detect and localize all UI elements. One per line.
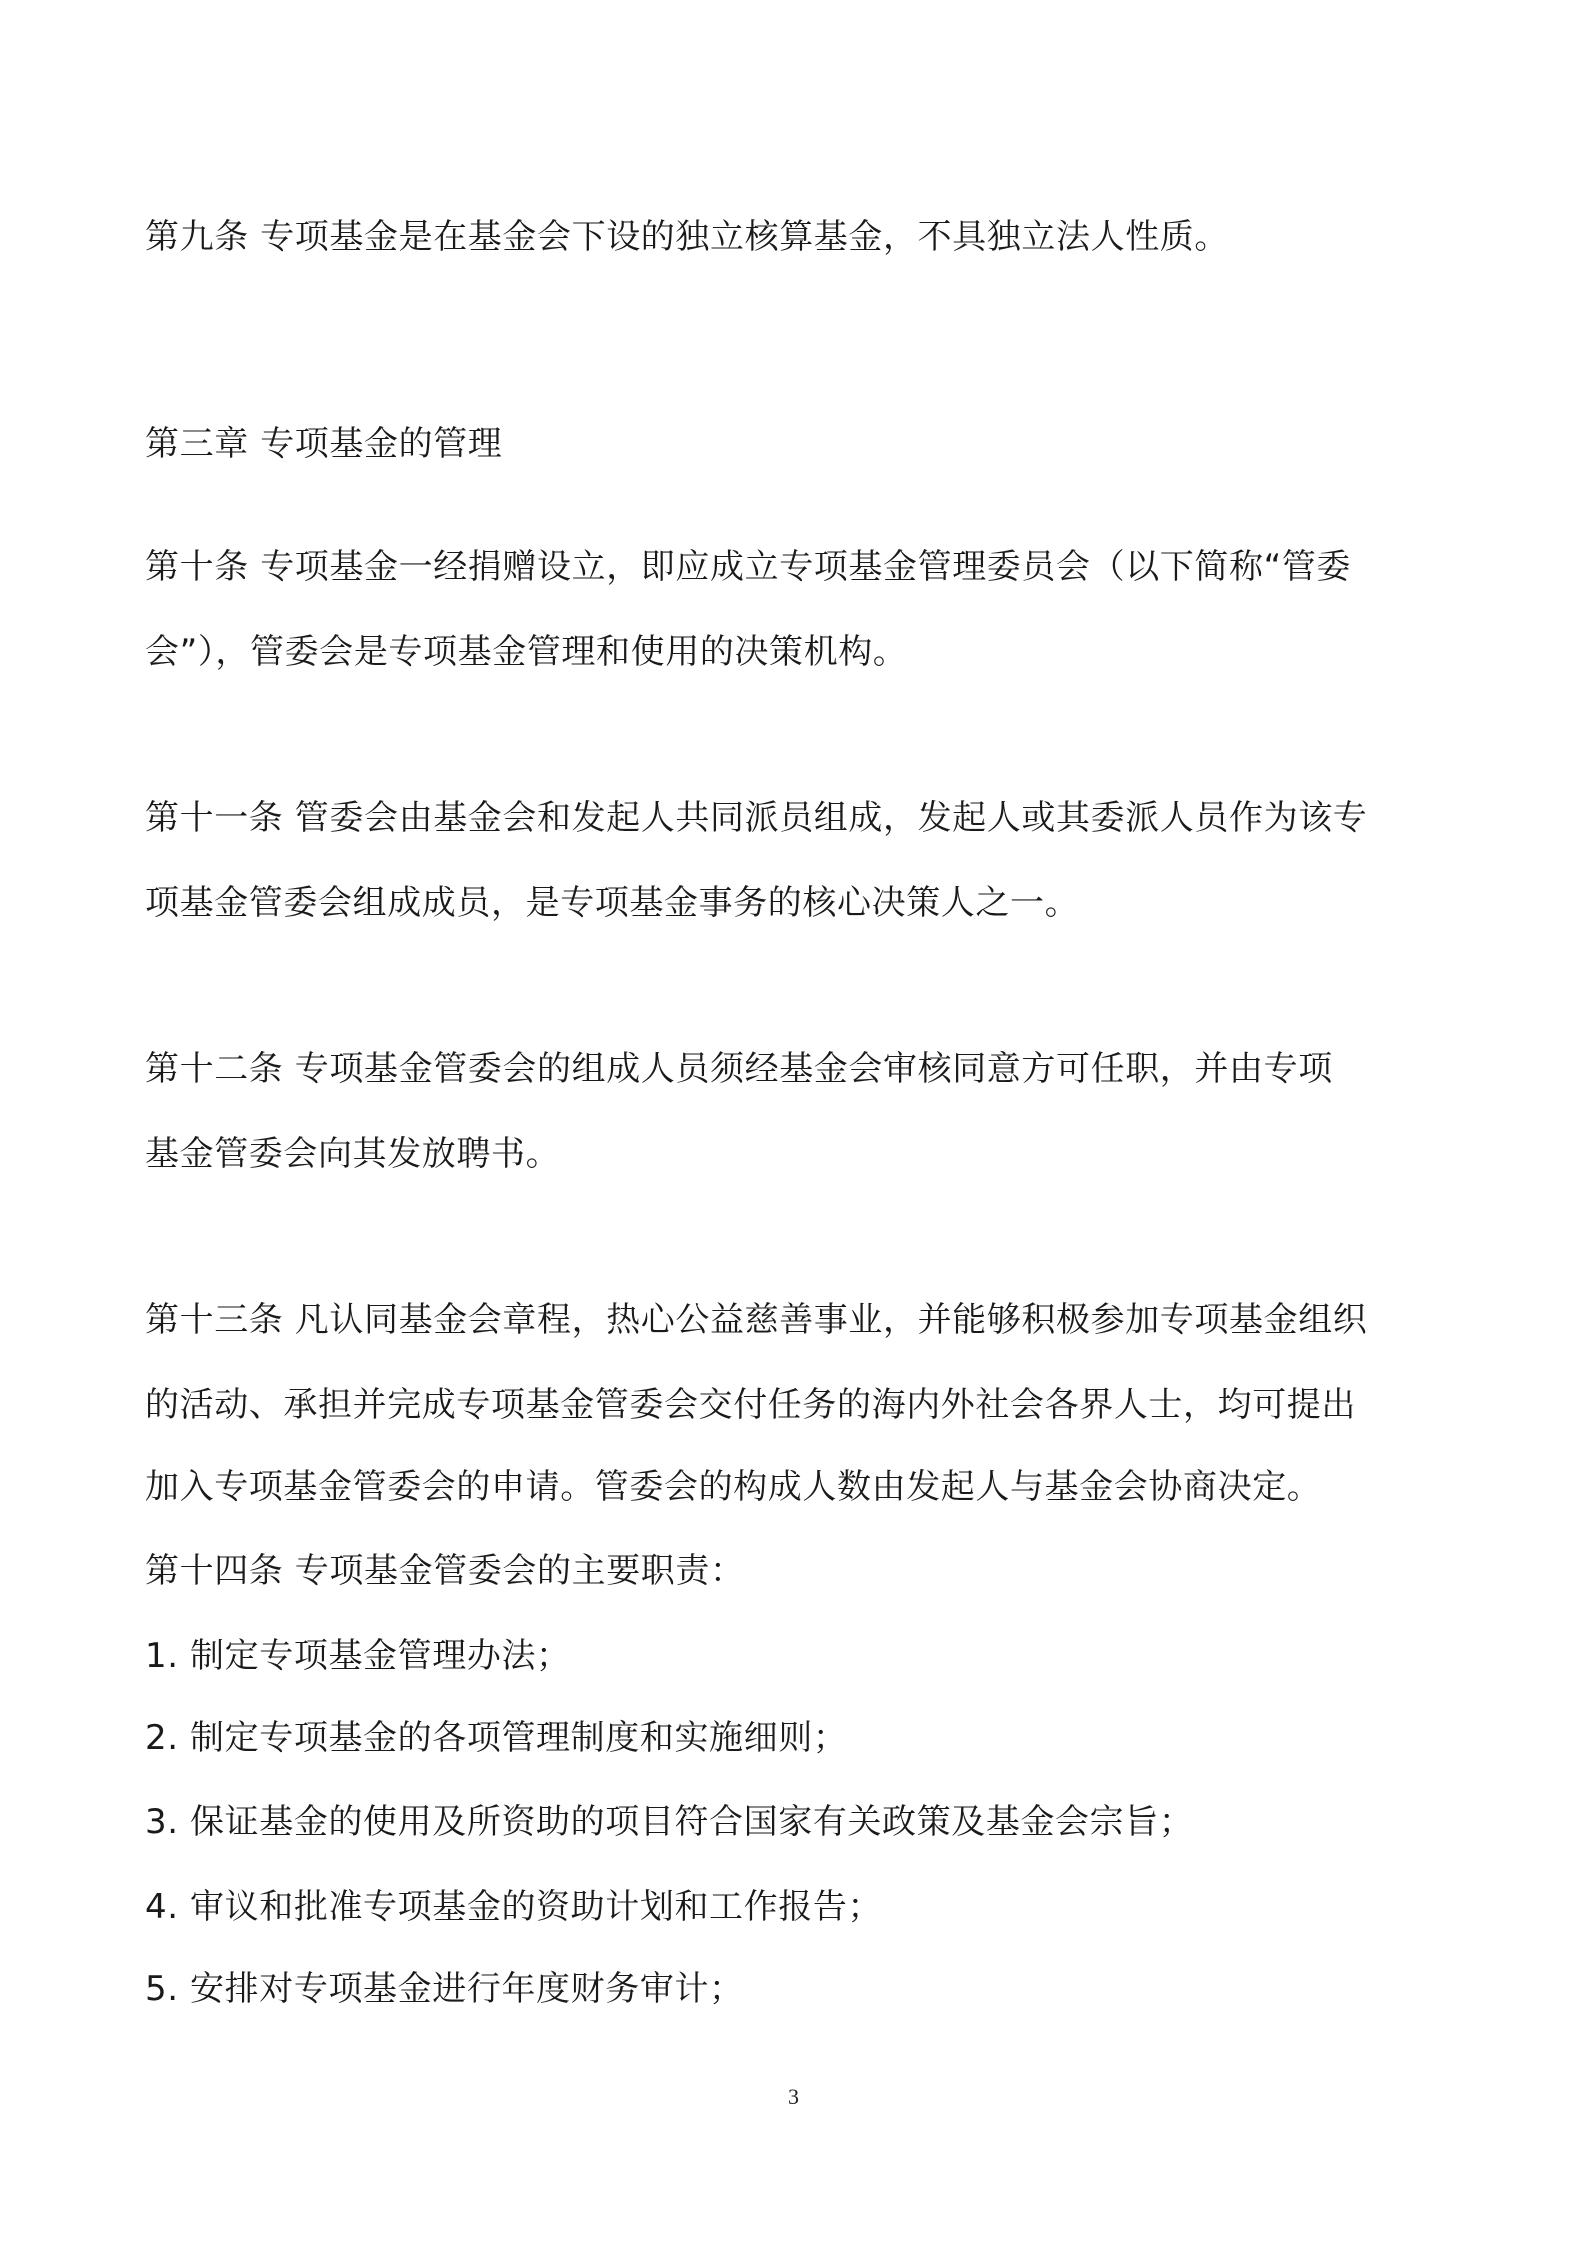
article-11-line-1: 第十一条 管委会由基金会和发起人共同派员组成，发起人或其委派人员作为该专	[145, 798, 1368, 838]
article-11-line-2: 项基金管委会组成成员，是专项基金事务的核心决策人之一。	[145, 883, 1080, 923]
article-10-line-2: 会”），管委会是专项基金管理和使用的决策机构。	[145, 632, 908, 672]
duty-2-line: 2. 制定专项基金的各项管理制度和实施细则；	[145, 1718, 848, 1758]
article-9-line-1: 第九条 专项基金是在基金会下设的独立核算基金，不具独立法人性质。	[145, 217, 1230, 257]
duty-3-line: 3. 保证基金的使用及所资助的项目符合国家有关政策及基金会宗旨；	[145, 1802, 1194, 1842]
chapter-heading: 第三章 专项基金的管理	[145, 424, 503, 464]
duty-5-line: 5. 安排对专项基金进行年度财务审计；	[145, 1969, 744, 2009]
duty-1-line: 1. 制定专项基金管理办法；	[145, 1636, 571, 1676]
article-13-line-1: 第十三条 凡认同基金会章程，热心公益慈善事业，并能够积极参加专项基金组织	[145, 1300, 1368, 1340]
article-10-line-1: 第十条 专项基金一经捐赠设立，即应成立专项基金管理委员会（以下简称“管委	[145, 547, 1352, 587]
article-13-line-2: 的活动、承担并完成专项基金管委会交付任务的海内外社会各界人士，均可提出	[145, 1385, 1356, 1425]
article-13-line-3: 加入专项基金管委会的申请。管委会的构成人数由发起人与基金会协商决定。	[145, 1467, 1322, 1507]
article-14-line-1: 第十四条 专项基金管委会的主要职责：	[145, 1551, 745, 1591]
duty-4-line: 4. 审议和批准专项基金的资助计划和工作报告；	[145, 1887, 883, 1927]
article-12-line-2: 基金管委会向其发放聘书。	[145, 1134, 561, 1174]
article-12-line-1: 第十二条 专项基金管委会的组成人员须经基金会审核同意方可任职，并由专项	[145, 1049, 1333, 1089]
page-number: 3	[788, 2084, 799, 2109]
